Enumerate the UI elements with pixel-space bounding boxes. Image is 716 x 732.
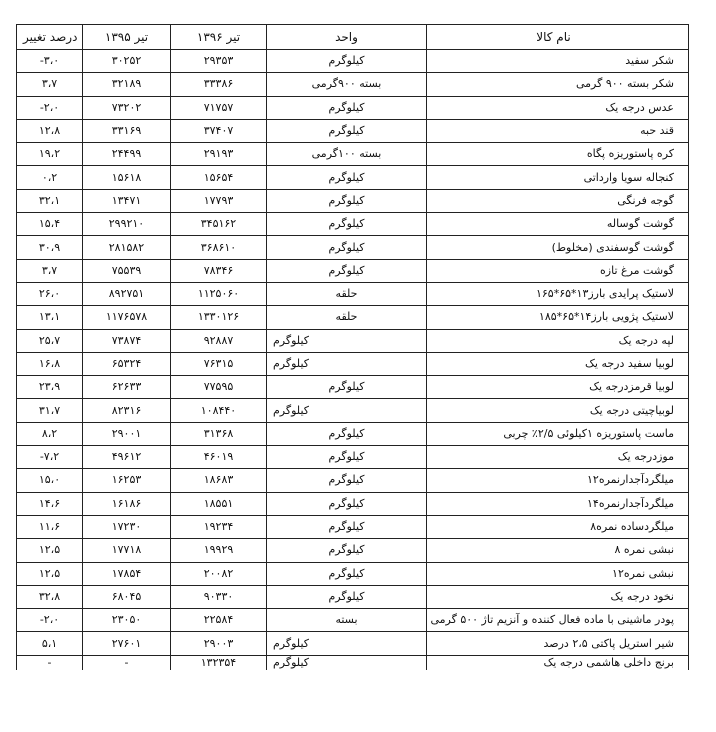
cell-tir95: ۳۳۱۶۹ xyxy=(83,119,171,142)
cell-name: لاستیک پرایدی بارز۱۳*۶۵*۱۶۵ xyxy=(427,282,689,305)
table-row xyxy=(17,73,689,96)
cell-tir96: ۳۴۵۱۶۲ xyxy=(171,213,267,236)
header-change: درصد تغییر xyxy=(17,25,83,50)
table-row xyxy=(17,189,689,212)
table-row xyxy=(17,119,689,142)
table-row xyxy=(17,562,689,585)
table-row xyxy=(17,609,689,632)
cell-name: عدس درجه یک xyxy=(427,96,689,119)
cell-tir95: ۱۶۱۸۶ xyxy=(83,492,171,515)
table-row xyxy=(17,236,689,259)
cell-unit: حلقه xyxy=(267,282,427,305)
table-row xyxy=(17,166,689,189)
cell-tir95: ۱۷۲۳۰ xyxy=(83,515,171,538)
cell-unit: حلقه xyxy=(267,306,427,329)
cell-name: نبشی نمره۱۲ xyxy=(427,562,689,585)
cell-change: ۱۳،۱ xyxy=(17,306,83,329)
cell-tir96: ۱۸۶۸۳ xyxy=(171,469,267,492)
cell-tir95: ۲۸۱۵۸۲ xyxy=(83,236,171,259)
cell-tir95: ۱۶۲۵۳ xyxy=(83,469,171,492)
cell-tir95: ۱۷۸۵۴ xyxy=(83,562,171,585)
cell-tir95: ۲۹۰۰۱ xyxy=(83,422,171,445)
cell-change: ۳۲،۸ xyxy=(17,585,83,608)
cell-tir95: ۸۹۲۷۵۱ xyxy=(83,282,171,305)
cell-unit: کیلوگرم xyxy=(267,119,427,142)
cell-tir95: ۲۹۹۲۱۰ xyxy=(83,213,171,236)
cell-unit: کیلوگرم xyxy=(267,236,427,259)
cell-name: میلگردآجدارنمره۱۲ xyxy=(427,469,689,492)
cell-change: ۲۳،۹ xyxy=(17,376,83,399)
cell-name: گوجه فرنگی xyxy=(427,189,689,212)
price-table-sheet xyxy=(16,24,688,670)
table-row xyxy=(17,259,689,282)
cell-tir96: ۱۱۲۵۰۶۰ xyxy=(171,282,267,305)
cell-tir96: ۲۹۱۹۳ xyxy=(171,143,267,166)
cell-name: کنجاله سویا وارداتی xyxy=(427,166,689,189)
cell-tir95: ۷۵۵۳۹ xyxy=(83,259,171,282)
cell-name: لوبیا سفید درجه یک xyxy=(427,352,689,375)
cell-unit: کیلوگرم xyxy=(267,422,427,445)
cell-unit: کیلوگرم xyxy=(267,446,427,469)
cell-tir96: ۳۳۳۸۶ xyxy=(171,73,267,96)
cell-name: نخود درجه یک xyxy=(427,585,689,608)
table-row xyxy=(17,329,689,352)
cell-tir96: ۱۵۶۵۴ xyxy=(171,166,267,189)
cell-tir95: - xyxy=(83,655,171,670)
table-row xyxy=(17,469,689,492)
cell-tir96: ۱۳۲۳۵۴ xyxy=(171,655,267,670)
header-tir95: تیر ۱۳۹۵ xyxy=(83,25,171,50)
table-row xyxy=(17,446,689,469)
table-body xyxy=(17,50,689,670)
cell-change: ۵،۱ xyxy=(17,632,83,655)
cell-name: لوبیا قرمزدرجه یک xyxy=(427,376,689,399)
cell-name: برنج داخلی هاشمی درجه یک xyxy=(427,655,689,670)
table-row xyxy=(17,352,689,375)
cell-tir96: ۱۷۷۹۳ xyxy=(171,189,267,212)
cell-change: ۱۴،۶ xyxy=(17,492,83,515)
cell-name: نبشی نمره ۸ xyxy=(427,539,689,562)
cell-tir96: ۱۸۵۵۱ xyxy=(171,492,267,515)
cell-change: ۳۲،۱ xyxy=(17,189,83,212)
cell-unit: کیلوگرم xyxy=(267,632,427,655)
header-tir96: تیر ۱۳۹۶ xyxy=(171,25,267,50)
cell-change: -۲،۰ xyxy=(17,96,83,119)
cell-unit: کیلوگرم xyxy=(267,259,427,282)
cell-change: ۰،۲ xyxy=(17,166,83,189)
cell-change: -۷،۲ xyxy=(17,446,83,469)
cell-tir96: ۷۷۵۹۵ xyxy=(171,376,267,399)
cell-tir95: ۲۷۶۰۱ xyxy=(83,632,171,655)
table-row xyxy=(17,96,689,119)
cell-tir96: ۹۰۳۳۰ xyxy=(171,585,267,608)
cell-name: گوشت مرغ تازه xyxy=(427,259,689,282)
cell-unit: کیلوگرم xyxy=(267,376,427,399)
table-row xyxy=(17,492,689,515)
table-row xyxy=(17,282,689,305)
cell-change: ۱۹،۲ xyxy=(17,143,83,166)
cell-change: - xyxy=(17,655,83,670)
cell-tir95: ۷۳۸۷۴ xyxy=(83,329,171,352)
cell-change: ۱۱،۶ xyxy=(17,515,83,538)
cell-tir96: ۳۶۸۶۱۰ xyxy=(171,236,267,259)
cell-unit: کیلوگرم xyxy=(267,585,427,608)
cell-tir95: ۴۹۶۱۲ xyxy=(83,446,171,469)
table-row xyxy=(17,515,689,538)
cell-change: ۱۲،۵ xyxy=(17,539,83,562)
cell-unit: کیلوگرم xyxy=(267,352,427,375)
table-row xyxy=(17,306,689,329)
cell-name: گوشت گوساله xyxy=(427,213,689,236)
cell-tir95: ۲۴۴۹۹ xyxy=(83,143,171,166)
cell-tir96: ۱۳۳۰۱۲۶ xyxy=(171,306,267,329)
cell-name: ماست پاستوریزه ۱کیلوئی ۲/۵٪ چربی xyxy=(427,422,689,445)
cell-name: میلگردآجدارنمره۱۴ xyxy=(427,492,689,515)
cell-name: شیر استریل پاکتی ۲،۵ درصد xyxy=(427,632,689,655)
cell-unit: کیلوگرم xyxy=(267,655,427,670)
cell-change: ۱۵،۰ xyxy=(17,469,83,492)
cell-tir96: ۲۰۰۸۲ xyxy=(171,562,267,585)
cell-name: شکر سفید xyxy=(427,50,689,73)
cell-tir95: ۲۳۰۵۰ xyxy=(83,609,171,632)
cell-unit: کیلوگرم xyxy=(267,50,427,73)
cell-tir96: ۱۹۹۲۹ xyxy=(171,539,267,562)
cell-tir95: ۷۳۲۰۲ xyxy=(83,96,171,119)
cell-unit: کیلوگرم xyxy=(267,492,427,515)
cell-name: کره پاستوریزه پگاه xyxy=(427,143,689,166)
cell-change: ۸،۲ xyxy=(17,422,83,445)
cell-tir96: ۲۹۳۵۳ xyxy=(171,50,267,73)
cell-name: قند حبه xyxy=(427,119,689,142)
cell-unit: کیلوگرم xyxy=(267,189,427,212)
cell-unit: کیلوگرم xyxy=(267,213,427,236)
cell-change: ۲۶،۰ xyxy=(17,282,83,305)
cell-tir95: ۱۵۶۱۸ xyxy=(83,166,171,189)
cell-unit: بسته ۱۰۰گرمی xyxy=(267,143,427,166)
cell-change: ۱۶،۸ xyxy=(17,352,83,375)
cell-name: میلگردساده نمره۸ xyxy=(427,515,689,538)
table-row xyxy=(17,539,689,562)
header-unit: واحد xyxy=(267,25,427,50)
table-row xyxy=(17,422,689,445)
cell-name: موزدرجه یک xyxy=(427,446,689,469)
table-row xyxy=(17,213,689,236)
cell-name: لاستیک پژویی بارز۱۴*۶۵*۱۸۵ xyxy=(427,306,689,329)
cell-tir96: ۱۰۸۴۴۰ xyxy=(171,399,267,422)
table-row xyxy=(17,143,689,166)
cell-change: ۲۵،۷ xyxy=(17,329,83,352)
cell-tir96: ۹۲۸۸۷ xyxy=(171,329,267,352)
cell-tir95: ۳۰۲۵۲ xyxy=(83,50,171,73)
cell-tir95: ۱۷۷۱۸ xyxy=(83,539,171,562)
cell-tir95: ۱۱۷۶۵۷۸ xyxy=(83,306,171,329)
cell-change: ۱۲،۸ xyxy=(17,119,83,142)
cell-tir96: ۳۱۳۶۸ xyxy=(171,422,267,445)
cell-unit: کیلوگرم xyxy=(267,515,427,538)
cell-tir95: ۸۲۳۱۶ xyxy=(83,399,171,422)
cell-name: پودر ماشینی با ماده فعال کننده و آنزیم تاژ ۵۰۰ گرمی xyxy=(427,609,689,632)
cell-change: -۲،۰ xyxy=(17,609,83,632)
cell-unit: کیلوگرم xyxy=(267,562,427,585)
table-row xyxy=(17,655,689,670)
table-row xyxy=(17,585,689,608)
cell-tir96: ۲۹۰۰۳ xyxy=(171,632,267,655)
cell-unit: کیلوگرم xyxy=(267,539,427,562)
cell-tir95: ۶۸۰۴۵ xyxy=(83,585,171,608)
table-row xyxy=(17,50,689,73)
table-header-row xyxy=(17,25,689,50)
cell-unit: کیلوگرم xyxy=(267,329,427,352)
cell-change: ۳۱،۷ xyxy=(17,399,83,422)
cell-name: گوشت گوسفندی (مخلوط) xyxy=(427,236,689,259)
cell-unit: کیلوگرم xyxy=(267,399,427,422)
cell-change: ۱۲،۵ xyxy=(17,562,83,585)
cell-change: ۱۵،۴ xyxy=(17,213,83,236)
table-row xyxy=(17,632,689,655)
table-row xyxy=(17,376,689,399)
cell-change: ۳،۷ xyxy=(17,259,83,282)
cell-tir96: ۷۱۷۵۷ xyxy=(171,96,267,119)
cell-change: ۳۰،۹ xyxy=(17,236,83,259)
cell-tir95: ۱۳۴۷۱ xyxy=(83,189,171,212)
cell-name: لپه درجه یک xyxy=(427,329,689,352)
cell-unit: کیلوگرم xyxy=(267,96,427,119)
cell-tir96: ۲۲۵۸۴ xyxy=(171,609,267,632)
cell-unit: بسته ۹۰۰گرمی xyxy=(267,73,427,96)
price-table xyxy=(16,24,689,670)
cell-tir96: ۴۶۰۱۹ xyxy=(171,446,267,469)
cell-tir95: ۶۲۶۳۳ xyxy=(83,376,171,399)
table-row xyxy=(17,399,689,422)
cell-tir95: ۶۵۳۲۴ xyxy=(83,352,171,375)
cell-unit: بسته xyxy=(267,609,427,632)
cell-change: ۳،۷ xyxy=(17,73,83,96)
cell-tir96: ۱۹۲۳۴ xyxy=(171,515,267,538)
cell-unit: کیلوگرم xyxy=(267,166,427,189)
cell-name: شکر بسته ۹۰۰ گرمی xyxy=(427,73,689,96)
cell-name: لوبیاچیتی درجه یک xyxy=(427,399,689,422)
cell-tir96: ۷۸۳۴۶ xyxy=(171,259,267,282)
cell-tir95: ۳۲۱۸۹ xyxy=(83,73,171,96)
cell-unit: کیلوگرم xyxy=(267,469,427,492)
cell-tir96: ۷۶۳۱۵ xyxy=(171,352,267,375)
header-name: نام کالا xyxy=(427,25,689,50)
cell-change: -۳،۰ xyxy=(17,50,83,73)
cell-tir96: ۳۷۴۰۷ xyxy=(171,119,267,142)
